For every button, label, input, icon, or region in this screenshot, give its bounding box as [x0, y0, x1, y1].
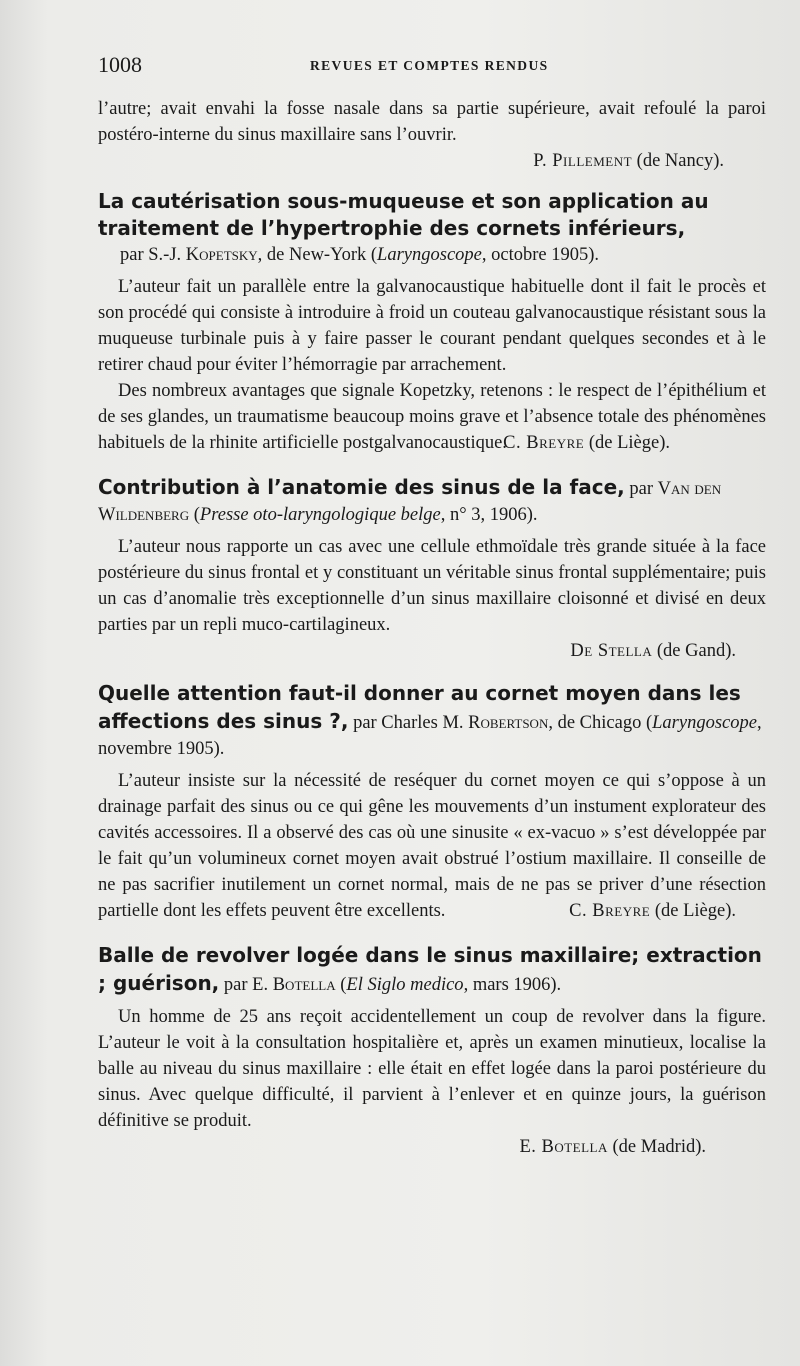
- article-heading: [98, 188, 766, 268]
- article-cauterisation: [98, 188, 766, 456]
- page-header: [98, 52, 766, 96]
- page-number: 1008: [98, 52, 142, 77]
- source-open: (: [193, 505, 200, 525]
- signature-place: (de Madrid).: [612, 1137, 706, 1157]
- previous-article-text: l’autre; avait envahi la fosse nasale dans sa partie supérieure, avait refoulé la paroi postéro-interne du sinus maxillaire sans l’ouvrir.: [98, 99, 766, 145]
- signature-name: P. Pillement: [533, 151, 633, 171]
- article-body: [98, 1004, 766, 1160]
- author-prefix: par: [629, 479, 653, 499]
- signature-name: E. Botella: [519, 1137, 608, 1157]
- running-title: REVUES ET COMPTES RENDUS: [310, 58, 549, 73]
- author-name: Robertson: [468, 713, 549, 733]
- article-body: [98, 274, 766, 456]
- paragraph: Un homme de 25 ans reçoit accidentellement un coup de revolver dans la figure. L’auteur le voit à la consultation hospitalière et, après un examen minutieux, localise la balle au niveau du sinus maxillaire : elle était en effet logée dans la paroi postérieure du sinus. Avec quelque difficulté, il parvient à l’enlever et en quinze jours, la guérison définitive se produit.: [98, 1007, 766, 1131]
- signature-place: (de Liège).: [654, 901, 736, 921]
- author-suffix: , de New-York (: [257, 245, 378, 265]
- signature: [98, 1134, 766, 1160]
- article-cornet-moyen: [98, 680, 766, 924]
- author-suffix: , de Chicago (: [548, 713, 653, 733]
- source-date: , mars 1906).: [463, 975, 562, 995]
- article-heading: [98, 474, 766, 528]
- source-journal: Laryngoscope: [377, 245, 482, 265]
- signature: [98, 148, 766, 174]
- author-prefix: par Charles M.: [353, 713, 464, 733]
- paragraph: L’auteur fait un parallèle entre la galvanocaustique habituelle dont il fait le procès et son procédé qui consiste à introduire à froid un couteau galvanocaustique résistant sous la muqueuse turbinale puis à y faire passer le courant pendant quelques secondes et à le retirer chaud pour éviter l’hémorragie par arrachement.: [98, 277, 766, 375]
- author-name: Botella: [272, 975, 336, 995]
- article-byline: [98, 942, 766, 998]
- article-heading: [98, 680, 766, 762]
- author-prefix: par S.-J.: [120, 245, 182, 265]
- article-heading: [98, 942, 766, 998]
- author-prefix: par E.: [223, 975, 269, 995]
- article-title: La cautérisation sous-muqueuse et son application au traitement de l’hypertrophie des cornets inférieurs,: [98, 189, 709, 240]
- signature-place: (de Gand).: [656, 641, 736, 661]
- author-name: Van den Wildenberg: [98, 479, 722, 525]
- source-journal: Laryngoscope: [652, 713, 757, 733]
- source-date: , n° 3, 1906).: [440, 505, 538, 525]
- source-journal: Presse oto-laryngologique belge: [199, 505, 441, 525]
- article-byline: [98, 474, 766, 528]
- signature: [98, 638, 766, 664]
- article-body: [98, 768, 766, 924]
- article-title: Balle de revolver logée dans le sinus maxillaire; extraction ; guérison,: [98, 943, 762, 995]
- signature-name: C. Breyre: [503, 433, 585, 453]
- paragraph: L’auteur insiste sur la nécessité de reséquer du cornet moyen ce qui s’oppose à un drainage parfait des sinus ou ce qui gêne les mouvements d’un instument explorateur des cavités accessoires. Il a observé des cas où une sinusite « ex-vacuo » s’est développée par le fait qu’un volumineux cornet moyen avait obstrué l’ostium maxillaire. Il conseille de ne pas sacrifier inutilement un cornet normal, mais de ne pas se priver d’une résection partielle dont les effets peuvent être excellents.: [98, 771, 766, 921]
- signature-place: (de Nancy).: [636, 151, 724, 171]
- signature-name: De Stella: [570, 641, 653, 661]
- article-balle-revolver: [98, 942, 766, 1160]
- source-date: , novembre 1905).: [98, 713, 762, 759]
- article-byline: [98, 242, 766, 268]
- source-open: (: [335, 975, 347, 995]
- signature-place: (de Liège).: [588, 433, 670, 453]
- author-name: Kopetsky: [185, 245, 258, 265]
- paragraph: L’auteur nous rapporte un cas avec une cellule ethmoïdale très grande située à la face postérieure du sinus frontal et y constituant un véritable sinus frontal supplémentaire; puis un cas d’anomalie très exceptionnelle d’un sinus maxillaire cloisonné et divisé en deux parties par un repli muco-cartilagineux.: [98, 537, 766, 635]
- signature-name: C. Breyre: [569, 901, 651, 921]
- previous-article-end: [98, 96, 766, 174]
- article-body: [98, 534, 766, 664]
- article-title: Contribution à l’anatomie des sinus de la face,: [98, 475, 625, 499]
- source-date: , octobre 1905).: [481, 245, 600, 265]
- source-journal: El Siglo medico: [346, 975, 464, 995]
- article-anatomie-sinus: [98, 474, 766, 664]
- article-title: Quelle attention faut-il donner au cornet moyen dans les affections des sinus ?,: [98, 681, 741, 733]
- paragraph: Des nombreux avantages que signale Kopetzky, retenons : le respect de l’épithélium et de ses glandes, un traumatisme beaucoup moins grave et l’absence totale des phénomènes habituels de la rhinite artificielle postgalvanocaustique.: [98, 381, 766, 453]
- article-byline: [98, 680, 766, 762]
